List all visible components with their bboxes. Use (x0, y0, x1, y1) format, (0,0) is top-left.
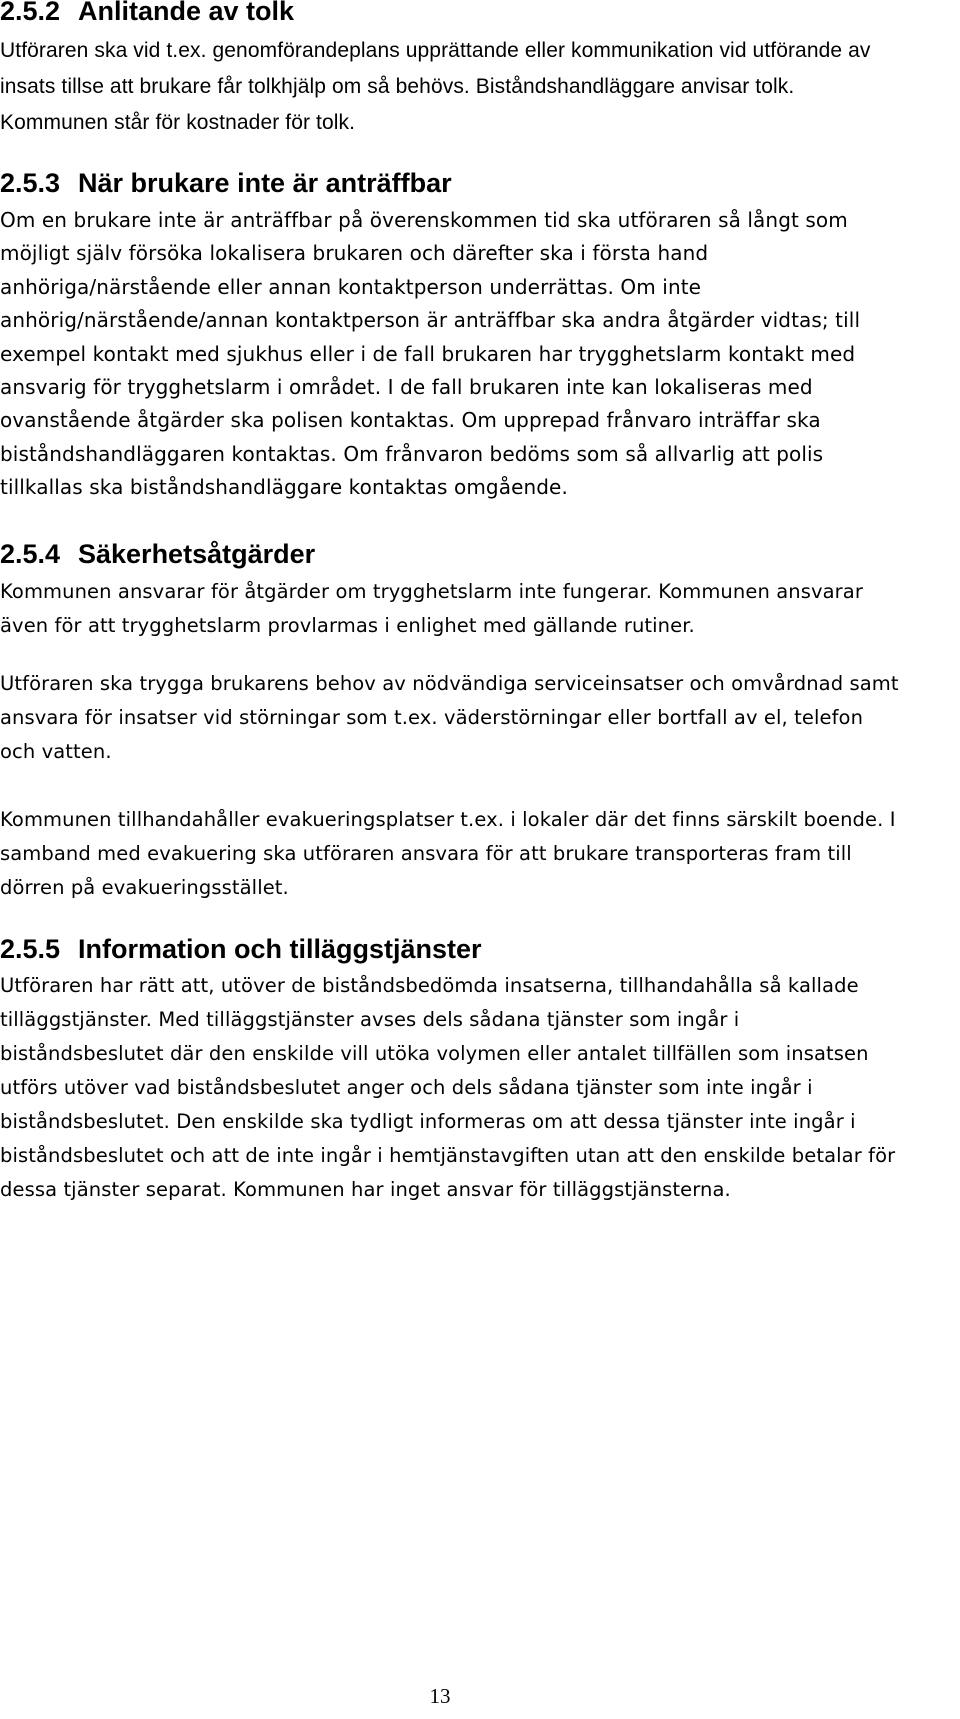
section-number: 2.5.5 (0, 934, 61, 964)
section-number: 2.5.3 (0, 168, 61, 198)
paragraph-serviceinsatser: Utföraren ska trygga brukarens behov av nödvändiga serviceinsatser och omvårdnad samt ansvara för insatser vid störningar som t.ex. väderstörningar eller bortfall av el, telefon och vatten. (0, 672, 899, 763)
paragraph-trygghetslarm: Kommunen ansvarar för åtgärder om trygghetslarm inte fungerar. Kommunen ansvarar även för att trygghetslarm provlarmas i enlighet med gällande rutiner. (0, 580, 863, 637)
paragraph-evakuering: Kommunen tillhandahåller evakueringsplatser t.ex. i lokaler där det finns särskilt boende. I samband med evakuering ska utföraren ansvara för att brukare transporteras fram till dörren på evakueringsstället. (0, 808, 896, 899)
section-number: 2.5.2 (0, 0, 61, 26)
paragraph-tolk: Utföraren ska vid t.ex. genomförandeplans upprättande eller kommunikation vid utförande av insats tillse att brukare får tolkhjälp om så behövs. Biståndshandläggare anvisar tolk. Kommunen står för kostnader för tolk. (0, 39, 871, 134)
section-title: När brukare inte är anträffbar (78, 168, 452, 198)
paragraph-tillaggstjanster: Utföraren har rätt att, utöver de biståndsbedömda insatserna, tillhandahålla så kallade tilläggstjänster. Med tilläggstjänster avses dels sådana tjänster som ingår i biståndsbeslutet där den enskilde vill utöka volymen eller antalet tillfällen som insatsen utförs utöver vad biståndsbeslutet anger och dels sådana tjänster som inte ingår i biståndsbeslutet. Den enskilde ska tydligt informeras om att dessa tjänster inte ingår i biståndsbeslutet och att de inte ingår i hemtjänstavgiften utan att den enskilde betalar för dessa tjänster separat. Kommunen har inget ansvar för tilläggstjänsterna. (0, 974, 896, 1201)
section-title: Information och tilläggstjänster (78, 934, 482, 964)
section-number: 2.5.4 (0, 539, 61, 569)
page-number: 13 (429, 1684, 451, 1708)
section-title: Säkerhetsåtgärder (78, 539, 316, 569)
section-title: Anlitande av tolk (78, 0, 295, 26)
section-heading-2-5-4 (0, 537, 315, 571)
section-heading-2-5-5 (0, 932, 482, 966)
paragraph-antraffbar: Om en brukare inte är anträffbar på överenskommen tid ska utföraren så långt som möjligt själv försöka lokalisera brukaren och därefter ska i första hand anhöriga/närstående eller annan kontaktperson underrättas. Om inte anhörig/närstående/annan kontaktperson är anträffbar ska andra åtgärder vidtas; till exempel kontakt med sjukhus eller i de fall brukaren har trygghetslarm kontakt med ansvarig för trygghetslarm i området. I de fall brukaren inte kan lokaliseras med ovanstående åtgärder ska polisen kontaktas. Om upprepad frånvaro inträffar ska biståndshandläggaren kontaktas. Om frånvaron bedöms som så allvarlig att polis tillkallas ska biståndshandläggare kontaktas omgående. (0, 208, 861, 500)
section-heading-2-5-3 (0, 166, 452, 200)
section-heading-2-5-2 (0, 0, 294, 28)
